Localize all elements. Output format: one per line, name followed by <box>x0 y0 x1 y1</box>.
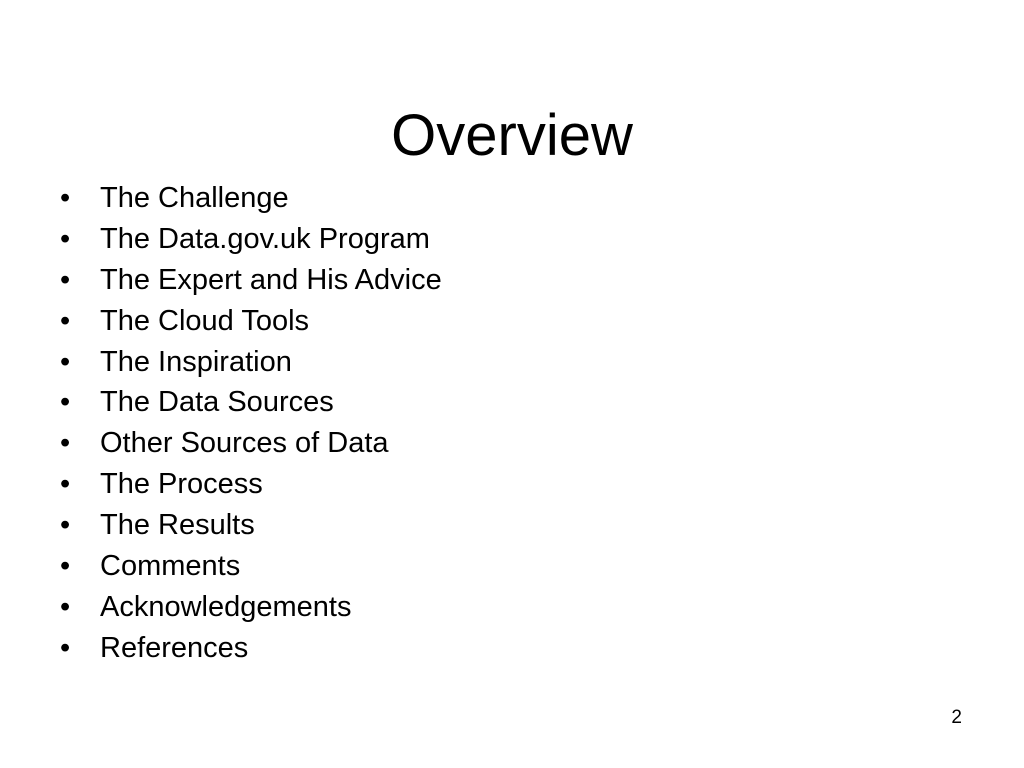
bullet-icon: • <box>60 631 71 664</box>
bullet-icon: • <box>60 304 71 337</box>
bullet-icon: • <box>60 509 71 542</box>
bullet-icon: • <box>60 386 71 419</box>
bullet-icon: • <box>60 590 71 623</box>
page-number: 2 <box>951 707 962 728</box>
list-item-label: The Challenge <box>100 182 289 214</box>
slide-title: Overview <box>391 102 633 168</box>
bullet-icon: • <box>60 222 71 255</box>
list-item-label: The Expert and His Advice <box>100 263 442 296</box>
bullet-icon: • <box>60 345 71 378</box>
bullet-icon: • <box>60 263 71 296</box>
list-item-label: The Results <box>100 509 255 542</box>
bullet-icon: • <box>60 427 71 460</box>
list-item-label: The Cloud Tools <box>100 304 310 337</box>
bullet-icon: • <box>60 550 71 583</box>
list-item-label: The Process <box>100 468 263 501</box>
list-item-label: References <box>100 631 249 664</box>
list-item-label: The Data.gov.uk Program <box>100 222 430 255</box>
bullet-icon: • <box>60 468 71 501</box>
list-item-label: The Data Sources <box>100 386 334 419</box>
bullet-icon: • <box>60 182 71 214</box>
list-item-label: The Inspiration <box>100 345 292 378</box>
list-item-label: Comments <box>100 550 241 583</box>
list-item-label: Other Sources of Data <box>100 427 389 460</box>
list-item-label: Acknowledgements <box>100 590 352 623</box>
